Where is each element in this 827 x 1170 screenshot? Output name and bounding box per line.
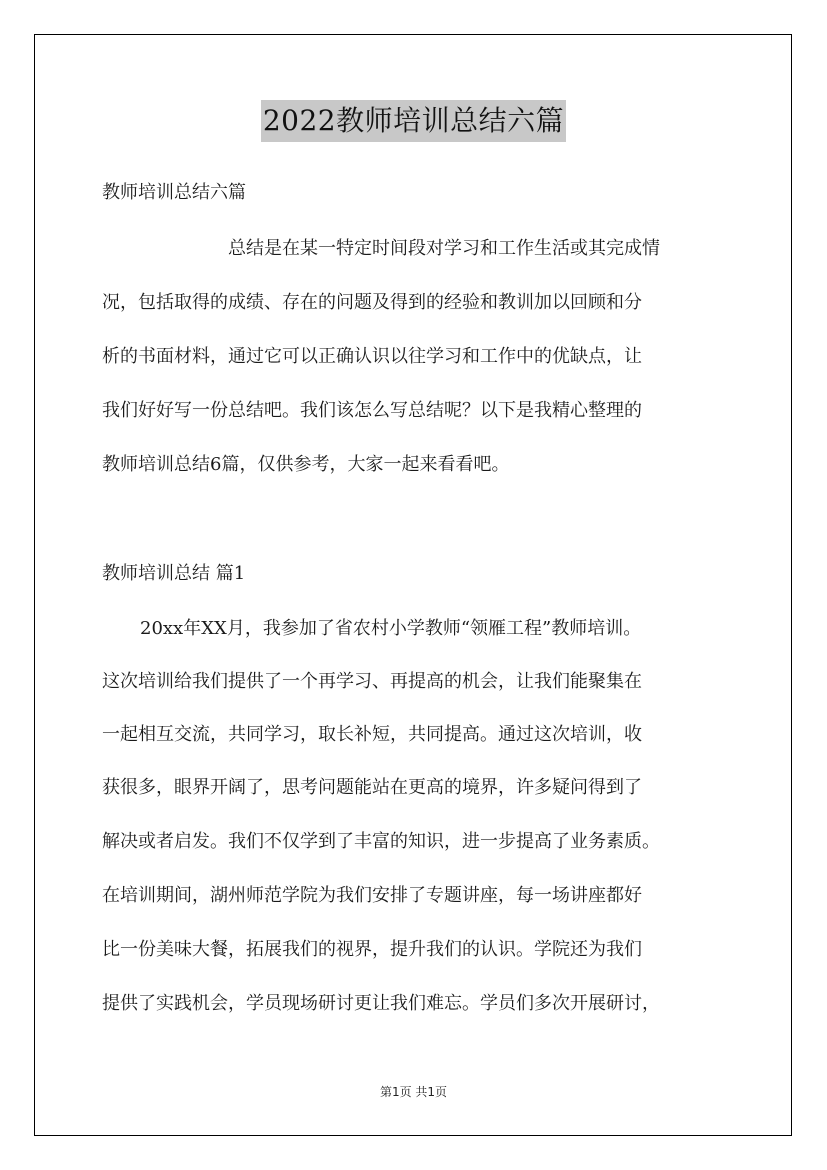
- body-line-2: 这次培训给我们提供了一个再学习、再提高的机会，让我们能聚集在: [102, 671, 642, 692]
- title-container: [0, 100, 827, 142]
- body-line-3: 一起相互交流，共同学习，取长补短，共同提高。通过这次培训，收: [102, 724, 642, 745]
- body-line-8: 提供了实践机会，学员现场研讨更让我们难忘。学员们多次开展研讨，: [102, 993, 660, 1014]
- document-subtitle: 教师培训总结六篇: [102, 182, 246, 203]
- intro-line-1: 总结是在某一特定时间段对学习和工作生活或其完成情: [228, 238, 660, 259]
- body-line-5: 解决或者启发。我们不仅学到了丰富的知识，进一步提高了业务素质。: [102, 831, 660, 852]
- body-line-6: 在培训期间，湖州师范学院为我们安排了专题讲座，每一场讲座都好: [102, 885, 642, 906]
- intro-line-2: 况，包括取得的成绩、存在的问题及得到的经验和教训加以回顾和分: [102, 292, 642, 313]
- intro-line-5: 教师培训总结6篇，仅供参考，大家一起来看看吧。: [102, 454, 510, 475]
- section-heading: 教师培训总结 篇1: [102, 563, 246, 584]
- intro-line-4: 我们好好写一份总结吧。我们该怎么写总结呢？以下是我精心整理的: [102, 400, 642, 421]
- body-line-7: 比一份美味大餐，拓展我们的视界，提升我们的认识。学院还为我们: [102, 939, 642, 960]
- intro-line-3: 析的书面材料，通过它可以正确认识以往学习和工作中的优缺点，让: [102, 346, 642, 367]
- body-line-1: 20xx年XX月，我参加了省农村小学教师“领雁工程”教师培训。: [140, 618, 642, 639]
- body-line-4: 获很多，眼界开阔了，思考问题能站在更高的境界，许多疑问得到了: [102, 777, 642, 798]
- page-footer: 第1页 共1页: [379, 1085, 448, 1099]
- document-title: 2022教师培训总结六篇: [261, 100, 566, 142]
